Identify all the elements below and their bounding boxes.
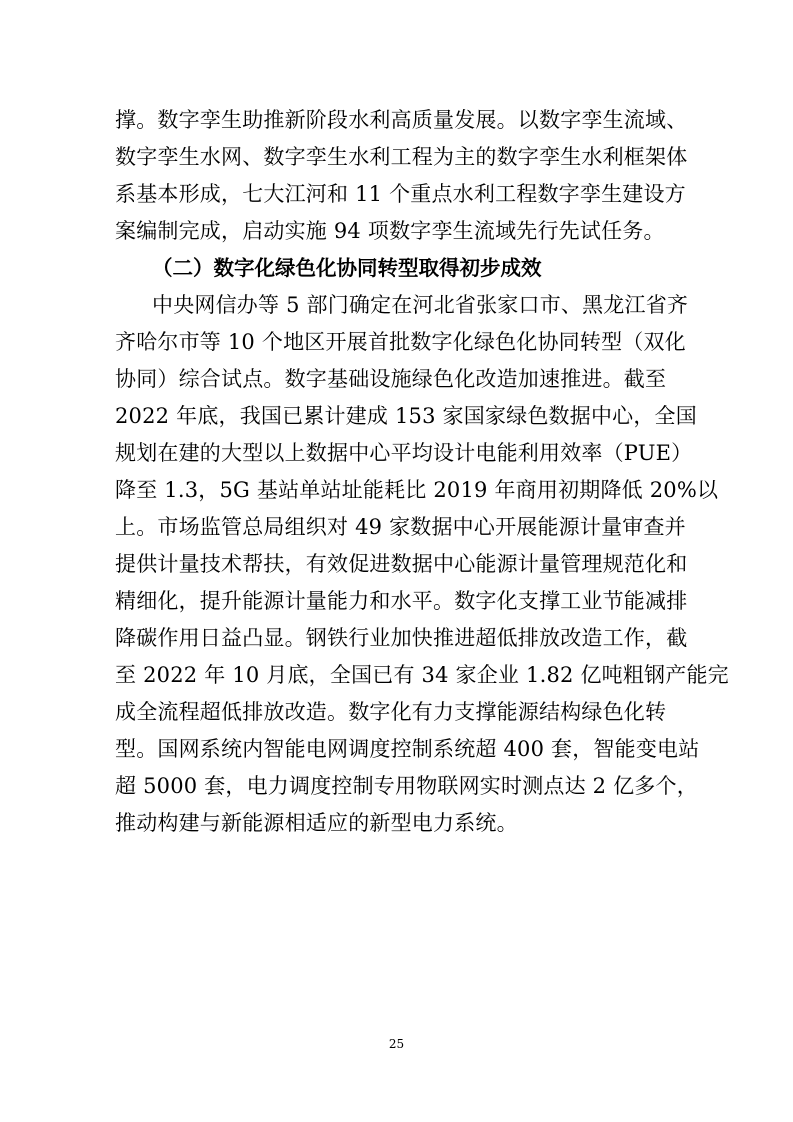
page-content: [115, 102, 729, 842]
paragraph-line: 成全流程超低排放改造。数字化有力支撑能源结构绿色化转: [115, 700, 667, 724]
paragraph-line: 中央网信办等 5 部门确定在河北省张家口市、黑龙江省齐: [152, 293, 689, 317]
paragraph-line: 超 5000 套，电力调度控制专用物联网实时测点达 2 亿多个，: [115, 774, 698, 798]
paragraph-line: 齐哈尔市等 10 个地区开展首批数字化绿色化协同转型（双化: [115, 330, 686, 354]
paragraph-line: 提供计量技术帮扶，有效促进数据中心能源计量管理规范化和: [115, 552, 688, 576]
paragraph-line: 撑。数字孪生助推新阶段水利高质量发展。以数字孪生流域、: [115, 108, 688, 132]
paragraph-line: 系基本形成，七大江河和 11 个重点水利工程数字孪生建设方: [115, 182, 686, 206]
paragraph-continued: [115, 102, 695, 250]
paragraph-line: 2022 年底，我国已累计建成 153 家国家绿色数据中心，全国: [115, 404, 697, 428]
paragraph-line: 降至 1.3，5G 基站单站址能耗比 2019 年商用初期降低 20%以: [115, 478, 719, 502]
paragraph-line: 推动构建与新能源相适应的新型电力系统。: [115, 811, 518, 835]
paragraph-line: 型。国网系统内智能电网调度控制系统超 400 套，智能变电站: [115, 737, 700, 761]
paragraph-line: 协同）综合试点。数字基础设施绿色化改造加速推进。截至: [115, 367, 667, 391]
page-number: 25: [388, 1037, 405, 1051]
paragraph-line: 上。市场监管总局组织对 49 家数据中心开展能源计量审查并: [115, 515, 686, 539]
paragraph-line: 降碳作用日益凸显。钢铁行业加快推进超低排放改造工作，截: [115, 626, 688, 650]
section-heading: （二）数字化绿色化协同转型取得初步成效: [152, 256, 542, 280]
paragraph-main: [115, 287, 729, 842]
paragraph-line: 案编制完成，启动实施 94 项数字孪生流域先行先试任务。: [115, 219, 665, 243]
paragraph-line: 至 2022 年 10 月底，全国已有 34 家企业 1.82 亿吨粗钢产能完: [115, 663, 729, 687]
paragraph-line: 数字孪生水网、数字孪生水利工程为主的数字孪生水利框架体: [115, 145, 688, 169]
paragraph-line: 规划在建的大型以上数据中心平均设计电能利用效率（PUE）: [115, 441, 693, 465]
paragraph-line: 精细化，提升能源计量能力和水平。数字化支撑工业节能减排: [115, 589, 688, 613]
